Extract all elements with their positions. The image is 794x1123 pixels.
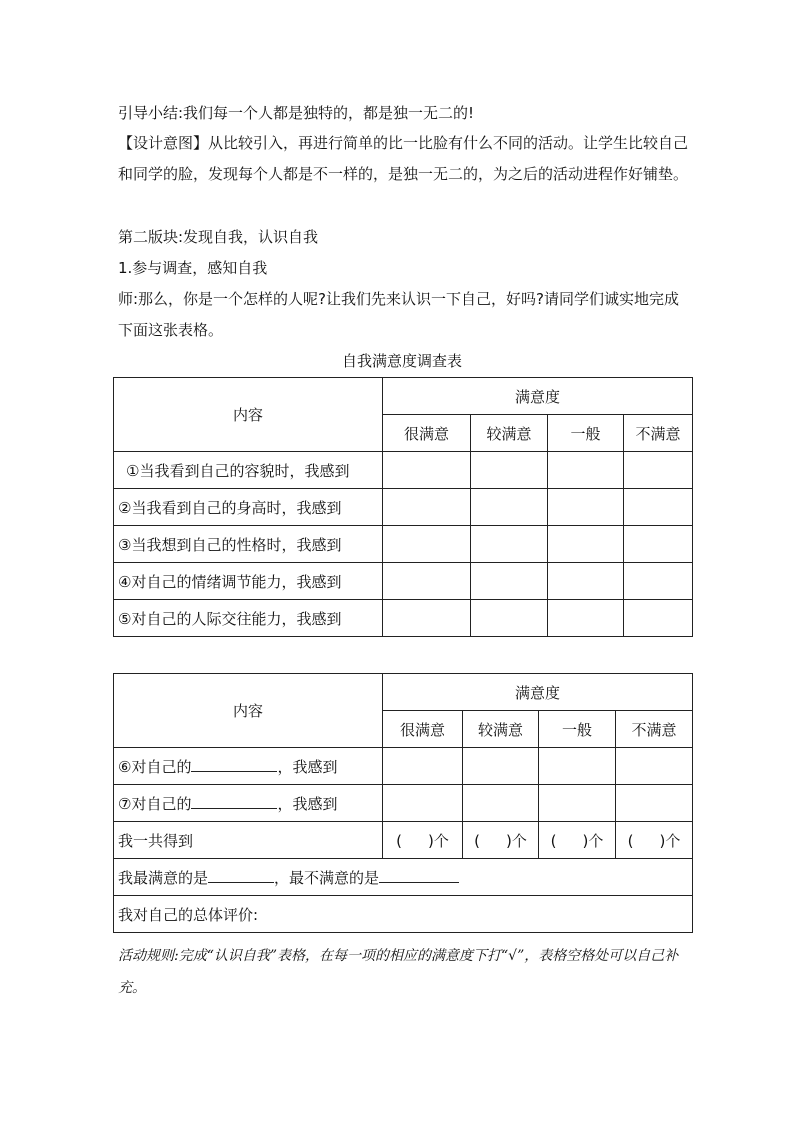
- row-label: [114, 785, 383, 822]
- answer-cell[interactable]: [463, 748, 539, 785]
- satisfaction-header: 满意度: [383, 378, 693, 415]
- row-suffix: ，我感到: [277, 757, 338, 776]
- answer-cell[interactable]: [616, 748, 693, 785]
- paren-open: (: [474, 831, 480, 850]
- answer-cell[interactable]: [548, 526, 624, 563]
- design-intent-text: 【设计意图】从比较引入，再进行简单的比一比脸有什么不同的活动。让学生比较自己和同学的脸，发现每个人都是不一样的，是独一无二的，为之后的活动进程作好铺垫。: [118, 134, 689, 183]
- level-very-satisfied: 很满意: [383, 415, 471, 452]
- answer-cell[interactable]: [471, 489, 548, 526]
- table-row: [114, 452, 693, 489]
- row-prefix: ⑦对自己的: [118, 794, 192, 813]
- paren-close: )个: [506, 831, 527, 850]
- paren-open: (: [550, 831, 557, 850]
- satisfaction-table: [113, 377, 693, 637]
- table-row: [114, 600, 693, 637]
- level-average: 一般: [548, 415, 624, 452]
- satisfaction-header: 满意度: [383, 674, 693, 711]
- answer-cell[interactable]: [383, 748, 463, 785]
- paren-open: (: [627, 831, 634, 850]
- content-header: 内容: [114, 378, 383, 452]
- supplement-table: [113, 673, 693, 933]
- least-blank[interactable]: [379, 868, 459, 883]
- table-row: [114, 526, 693, 563]
- answer-cell[interactable]: [383, 526, 471, 563]
- answer-cell[interactable]: [471, 526, 548, 563]
- total-label: 我一共得到: [114, 822, 383, 859]
- total-count-cell[interactable]: [463, 822, 539, 859]
- paren-open: (: [396, 831, 402, 850]
- total-count-cell[interactable]: [383, 822, 463, 859]
- answer-cell[interactable]: [624, 563, 693, 600]
- paren-close: )个: [659, 831, 681, 850]
- answer-cell[interactable]: [548, 563, 624, 600]
- activity-rule: 活动规则:完成“认识自我”表格，在每一项的相应的满意度下打“√”，表格空格处可以自己补充。: [118, 948, 679, 996]
- most-label: 我最满意的是: [118, 868, 209, 887]
- answer-cell[interactable]: [383, 600, 471, 637]
- fill-blank[interactable]: [191, 757, 277, 772]
- answer-cell[interactable]: [539, 785, 616, 822]
- answer-cell[interactable]: [548, 489, 624, 526]
- answer-cell[interactable]: [624, 526, 693, 563]
- level-very-satisfied: 很满意: [383, 711, 463, 748]
- row-label: ②当我看到自己的身高时，我感到: [114, 489, 383, 526]
- answer-cell[interactable]: [463, 785, 539, 822]
- level-fairly-satisfied: 较满意: [471, 415, 548, 452]
- table-row: [114, 859, 693, 896]
- answer-cell[interactable]: [616, 785, 693, 822]
- paren-close: )个: [582, 831, 604, 850]
- table-row: [114, 785, 693, 822]
- most-least-row: [114, 859, 693, 896]
- answer-cell[interactable]: [471, 600, 548, 637]
- row-label: ③当我想到自己的性格时，我感到: [114, 526, 383, 563]
- answer-cell[interactable]: [624, 600, 693, 637]
- content-header: 内容: [114, 674, 383, 748]
- most-blank[interactable]: [208, 868, 274, 883]
- answer-cell[interactable]: [471, 563, 548, 600]
- level-unsatisfied: 不满意: [624, 415, 693, 452]
- row-label: ④对自己的情绪调节能力，我感到: [114, 563, 383, 600]
- total-count-cell[interactable]: [616, 822, 693, 859]
- table-row: [114, 563, 693, 600]
- summary-text: 引导小结:我们每一个人都是独特的，都是独一无二的!: [118, 104, 475, 122]
- answer-cell[interactable]: [383, 489, 471, 526]
- row-label: [114, 748, 383, 785]
- answer-cell[interactable]: [624, 452, 693, 489]
- answer-cell[interactable]: [383, 452, 471, 489]
- answer-cell[interactable]: [471, 452, 548, 489]
- table-row: [114, 748, 693, 785]
- level-fairly-satisfied: 较满意: [463, 711, 539, 748]
- table-row: [114, 489, 693, 526]
- level-average: 一般: [539, 711, 616, 748]
- answer-cell[interactable]: [624, 489, 693, 526]
- step-heading: 1.参与调查，感知自我: [118, 259, 268, 277]
- total-count-cell[interactable]: [539, 822, 616, 859]
- row-label: ⑤对自己的人际交往能力，我感到: [114, 600, 383, 637]
- row-label: ①当我看到自己的容貌时，我感到: [114, 452, 383, 489]
- answer-cell[interactable]: [548, 452, 624, 489]
- table-row: [114, 896, 693, 933]
- level-unsatisfied: 不满意: [616, 711, 693, 748]
- section-heading: 第二版块:发现自我，认识自我: [118, 228, 319, 246]
- row-suffix: ，我感到: [277, 794, 338, 813]
- answer-cell[interactable]: [548, 600, 624, 637]
- teacher-line: 师:那么，你是一个怎样的人呢?让我们先来认识一下自己，好吗?请同学们诚实地完成下面这张表格。: [118, 290, 679, 339]
- fill-blank[interactable]: [191, 794, 277, 809]
- answer-cell[interactable]: [383, 785, 463, 822]
- row-prefix: ⑥对自己的: [118, 757, 192, 776]
- overall-evaluation[interactable]: 我对自己的总体评价:: [114, 896, 693, 933]
- paren-close: )个: [428, 831, 449, 850]
- table-row: [114, 822, 693, 859]
- table-title: 自我满意度调查表: [341, 352, 462, 370]
- answer-cell[interactable]: [383, 563, 471, 600]
- least-label: ，最不满意的是: [274, 868, 380, 887]
- answer-cell[interactable]: [539, 748, 616, 785]
